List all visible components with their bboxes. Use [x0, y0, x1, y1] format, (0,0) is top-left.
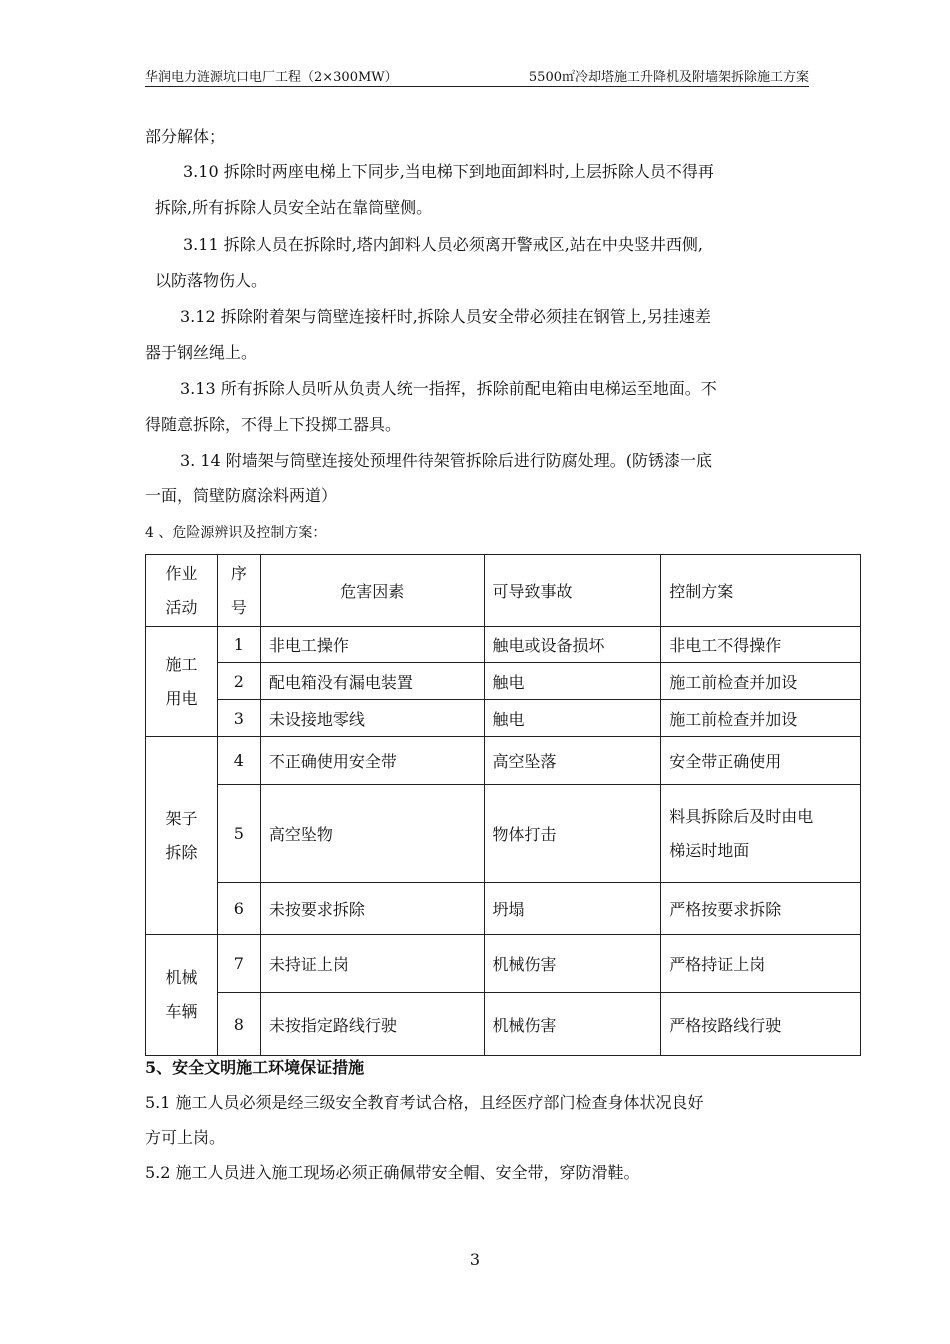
header-seq: 序 号: [217, 555, 260, 627]
paragraph-3-11-line1: 3.11 拆除人员在拆除时,塔内卸料人员必须离开警戒区,站在中央竖井西侧,: [183, 235, 703, 254]
header-project-name: 华润电力涟源坑口电厂工程（2×300MW）: [145, 70, 398, 85]
paragraph-3-13-line1: 3.13 所有拆除人员听从负责人统一指挥，拆除前配电箱由电梯运至地面。不: [180, 379, 717, 398]
row-accident: 触电或设备损坏: [484, 627, 661, 663]
row-seq: 1: [217, 627, 260, 663]
row-accident: 触电: [484, 663, 661, 700]
section-4-heading: 4 、危险源辨识及控制方案：: [145, 525, 327, 541]
paragraph-3-12-line1: 3.12 拆除附着架与筒壁连接杆时,拆除人员安全带必须挂在钢管上,另挂速差: [180, 307, 711, 326]
table-row: [146, 627, 861, 663]
row-control: 施工前检查并加设: [661, 700, 861, 737]
header-accident: 可导致事故: [484, 555, 661, 627]
page-number: 3: [469, 1250, 481, 1269]
paragraph-5-2: 5.2 施工人员进入施工现场必须正确佩带安全帽、安全带，穿防滑鞋。: [145, 1163, 640, 1182]
header-document-title: 5500㎡冷却塔施工升降机及附墙架拆除施工方案: [528, 70, 809, 85]
row-hazard: 未设接地零线: [260, 700, 484, 737]
row-seq: 6: [217, 883, 260, 935]
table-row: [146, 993, 861, 1056]
row-accident: 物体打击: [484, 785, 661, 883]
paragraph-5-1-line2: 方可上岗。: [145, 1128, 226, 1147]
row-control: 严格按路线行驶: [661, 993, 861, 1056]
hazard-table: [145, 554, 861, 1056]
header-control: 控制方案: [661, 555, 861, 627]
row-hazard: 未按指定路线行驶: [260, 993, 484, 1056]
group-electricity: 施工 用电: [146, 627, 218, 737]
row-control: 料具拆除后及时由电 梯运时地面: [661, 785, 861, 883]
paragraph-3-11-line2: 以防落物伤人。: [155, 271, 268, 290]
table-row: [146, 663, 861, 700]
paragraph-5-1-line1: 5.1 施工人员必须是经三级安全教育考试合格，且经医疗部门检查身体状况良好: [145, 1093, 704, 1112]
page-header: [145, 64, 809, 87]
row-accident: 机械伤害: [484, 935, 661, 993]
row-hazard: 不正确使用安全带: [260, 737, 484, 785]
paragraph-3-10-line2: 拆除,所有拆除人员安全站在靠筒壁侧。: [155, 198, 433, 217]
row-control: 安全带正确使用: [661, 737, 861, 785]
table-header-row: [146, 555, 861, 627]
table-row: [146, 785, 861, 883]
row-hazard: 未持证上岗: [260, 935, 484, 993]
row-seq: 7: [217, 935, 260, 993]
row-hazard: 配电箱没有漏电装置: [260, 663, 484, 700]
table-row: [146, 935, 861, 993]
row-accident: 触电: [484, 700, 661, 737]
row-accident: 坍塌: [484, 883, 661, 935]
row-control: 严格持证上岗: [661, 935, 861, 993]
group-scaffold: 架子 拆除: [146, 737, 218, 935]
paragraph-3-14-line2: 一面，筒壁防腐涂料两道）: [145, 486, 338, 505]
row-accident: 机械伤害: [484, 993, 661, 1056]
row-hazard: 非电工操作: [260, 627, 484, 663]
paragraph-3-13-line2: 得随意拆除，不得上下投掷工器具。: [145, 415, 402, 434]
row-seq: 5: [217, 785, 260, 883]
row-seq: 3: [217, 700, 260, 737]
paragraph-3-10-line1: 3.10 拆除时两座电梯上下同步,当电梯下到地面卸料时,上层拆除人员不得再: [183, 162, 714, 181]
row-hazard: 高空坠物: [260, 785, 484, 883]
row-control: 严格按要求拆除: [661, 883, 861, 935]
row-seq: 4: [217, 737, 260, 785]
row-control: 非电工不得操作: [661, 627, 861, 663]
group-vehicles: 机械 车辆: [146, 935, 218, 1056]
paragraph-3-14-line1: 3. 14 附墙架与筒壁连接处预埋件待架管拆除后进行防腐处理。(防锈漆一底: [180, 451, 713, 470]
table-row: [146, 700, 861, 737]
header-hazard: 危害因素: [260, 555, 484, 627]
row-seq: 8: [217, 993, 260, 1056]
paragraph-continuation: 部分解体；: [145, 127, 226, 146]
row-control: 施工前检查并加设: [661, 663, 861, 700]
header-activity: 作业 活动: [146, 555, 218, 627]
paragraph-3-12-line2: 器于钢丝绳上。: [145, 343, 258, 362]
row-hazard: 未按要求拆除: [260, 883, 484, 935]
table-row: [146, 737, 861, 785]
row-accident: 高空坠落: [484, 737, 661, 785]
table-row: [146, 883, 861, 935]
section-5-heading: 5、安全文明施工环境保证措施: [145, 1058, 365, 1077]
row-seq: 2: [217, 663, 260, 700]
